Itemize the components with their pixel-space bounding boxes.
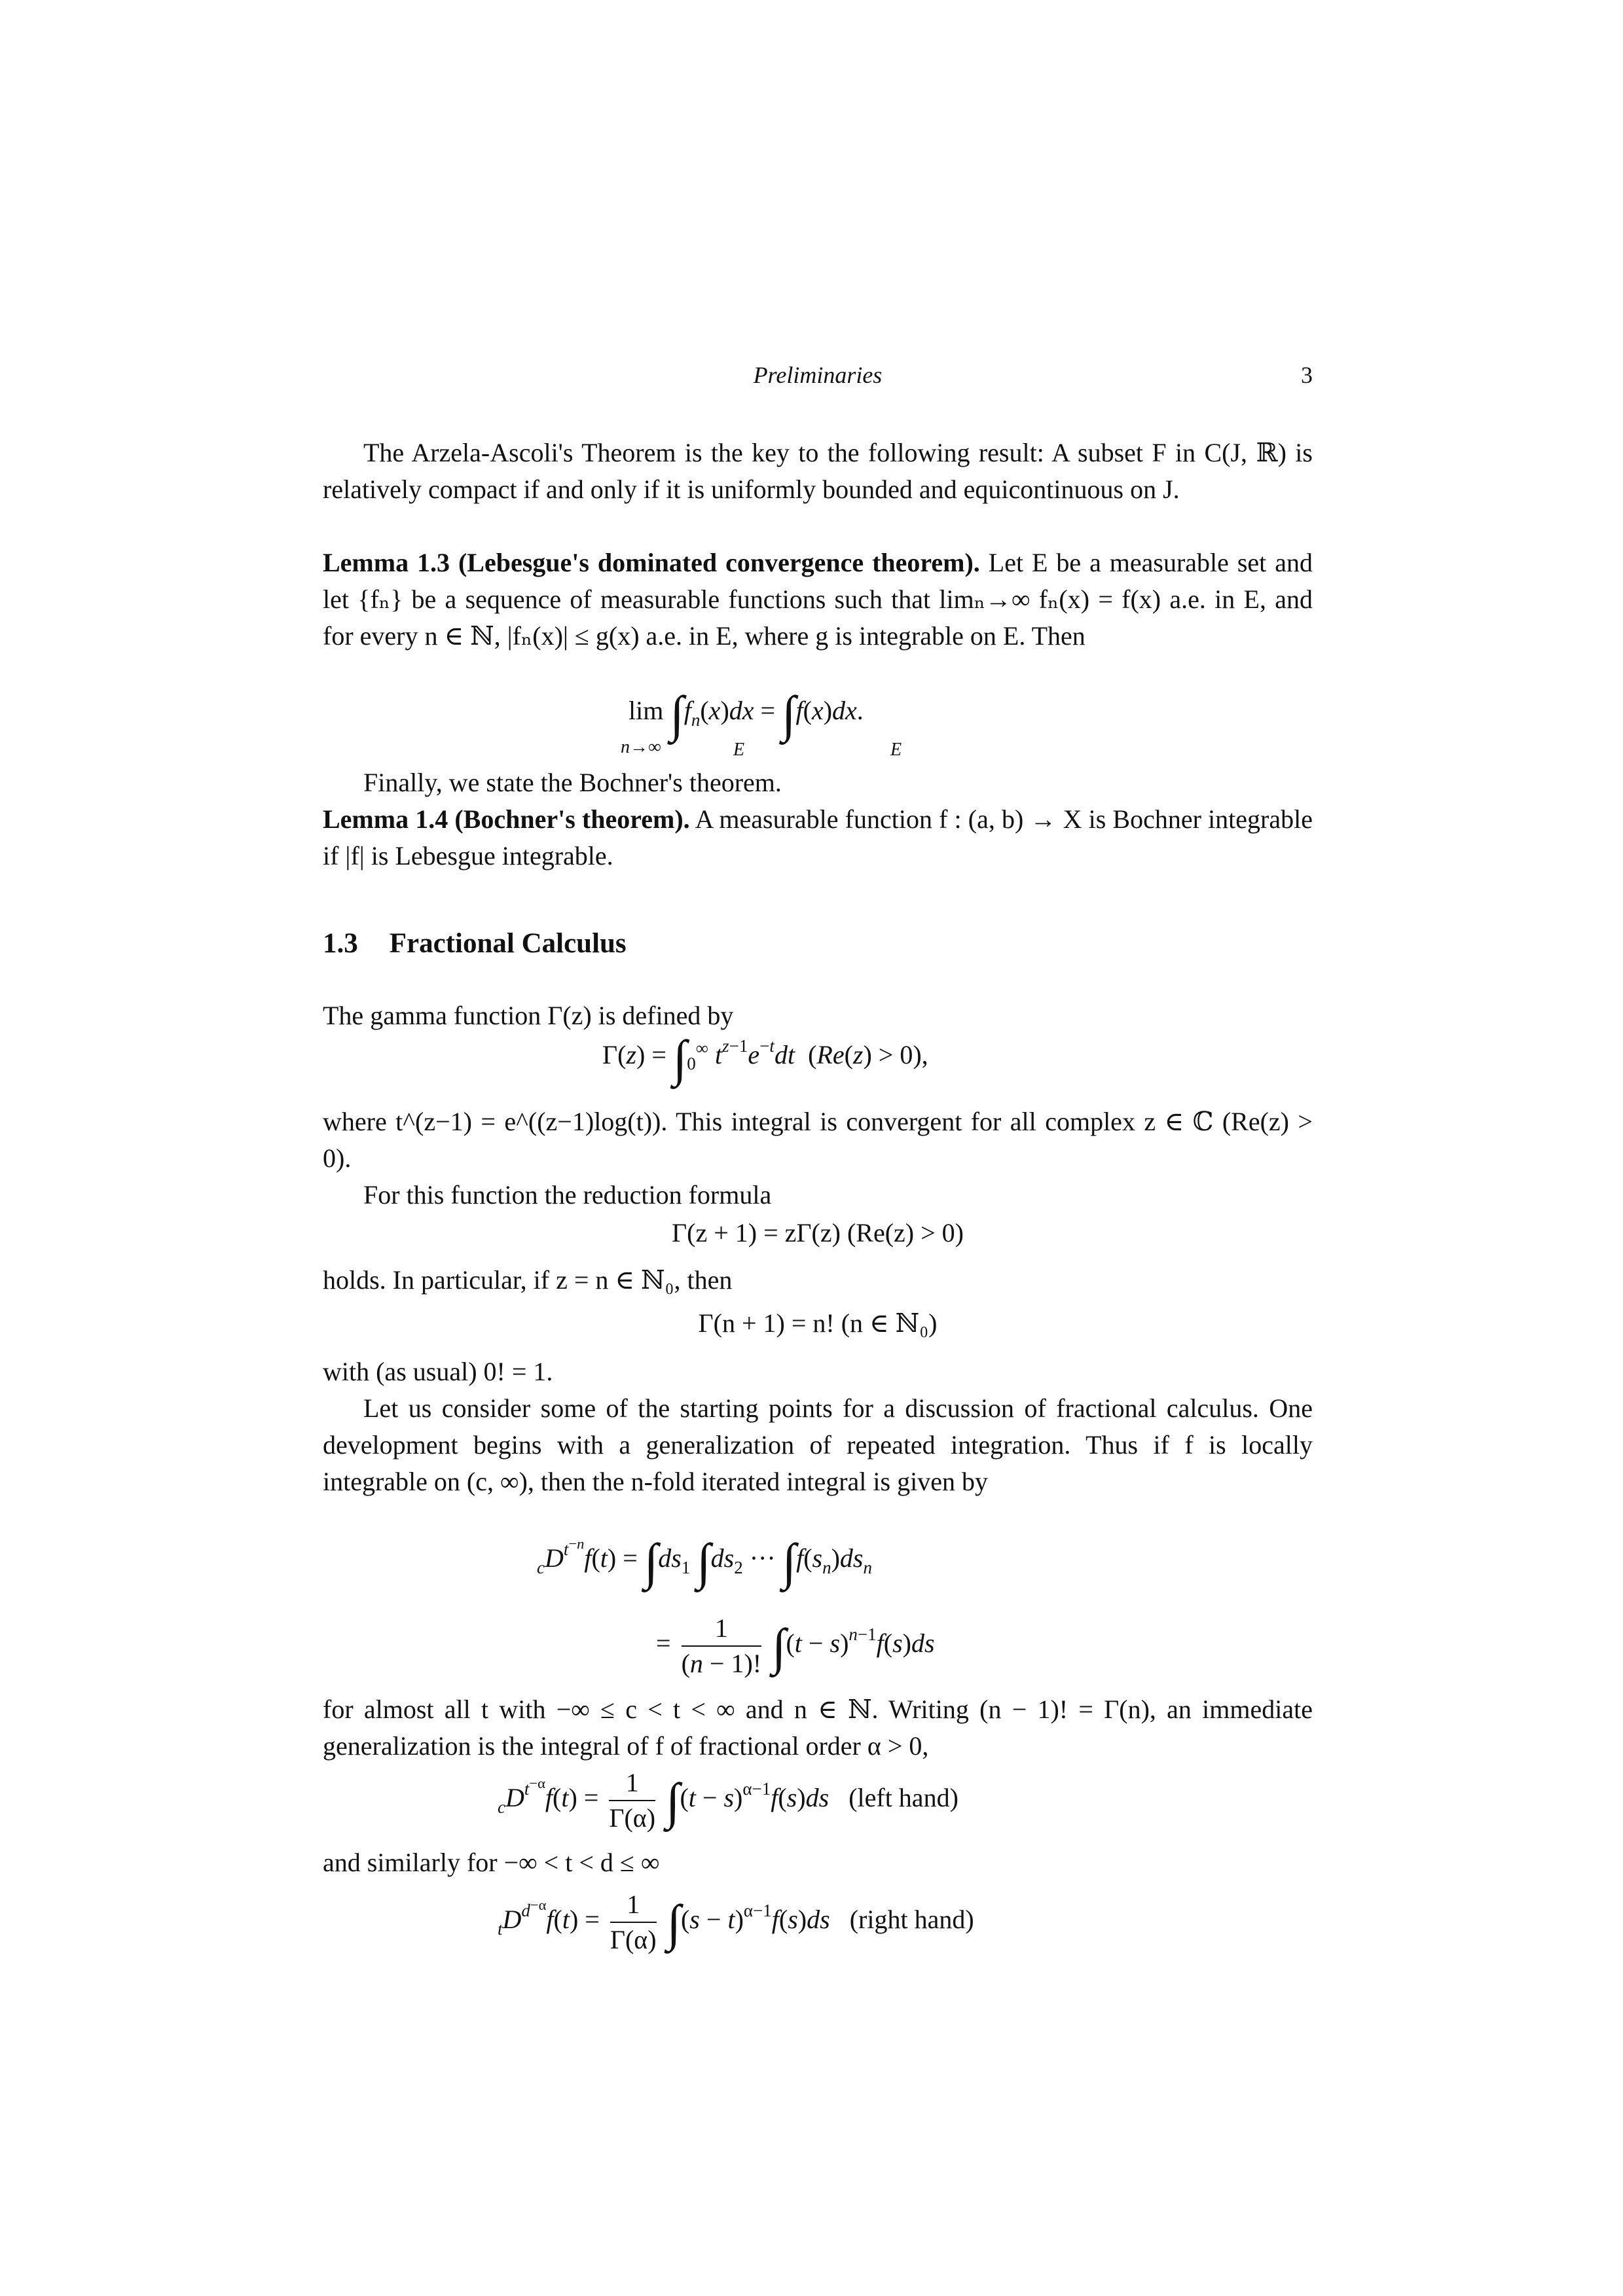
page-number: 3 xyxy=(1301,362,1313,388)
paragraph-usual: with (as usual) 0! = 1. xyxy=(323,1357,553,1386)
paragraph-almost: for almost all t with −∞ ≤ c < t < ∞ and n ∈ ℕ. Writing (n − 1)! = Γ(n), an immediate generalization is the integral of f of fractional order α > 0, xyxy=(323,1695,1313,1761)
equation-lebesgue-domain-1: E xyxy=(733,740,745,760)
paragraph-finally: Finally, we state the Bochner's theorem. xyxy=(363,768,782,797)
lemma-1-3-text: Let E be a measurable set and let {fₙ} be a sequence of measurable functions such that limₙ→∞ fₙ(x) = f(x) a.e. in E, and for every n ∈ ℕ, |fₙ(x)| ≤ g(x) a.e. in E, where g is integrable on E. Then xyxy=(323,548,1313,651)
paragraph-where: where t^(z−1) = e^((z−1)log(t)). This integral is convergent for all complex z ∈ ℂ (Re(z) > 0). xyxy=(323,1107,1313,1173)
equation-left-hand: $_cD^{t^{-\alpha}}f(t)$ = $\frac{1}{\Gamma(\alpha)}$ $\int(t - s)^{\alpha-1}f(s)ds$ (left hand) xyxy=(498,1766,958,1835)
running-header xyxy=(323,361,1313,394)
lemma-1-3-label: Lemma 1.3 (Lebesgue's dominated convergence theorem). xyxy=(323,548,980,577)
section-title: Fractional Calculus xyxy=(389,928,627,959)
equation-lebesgue-limit-sub: n→∞ xyxy=(621,737,661,757)
paragraph-reduction: For this function the reduction formula xyxy=(363,1180,772,1210)
equation-gamma: $\Gamma(z) = \int_0^\infty$ $t^{z-1}e^{-t}dt$ (Re(z) > 0), xyxy=(602,1030,928,1086)
lemma-1-4 xyxy=(323,801,1313,874)
equation-right-hand: $_tD^{d^{-\alpha}}f(t)$ = $\frac{1}{\Gamma(\alpha)}$ $\int(s - t)^{\alpha-1}f(s)ds$ (right hand) xyxy=(498,1888,974,1957)
running-title: Preliminaries xyxy=(753,362,883,388)
equation-nfold-line-2: = $\frac{1}{(n - 1)!}$ $\int(t - s)^{n-1}f(s)ds$ xyxy=(656,1611,935,1681)
paragraph-arzela: The Arzela-Ascoli's Theorem is the key to the following result: A subset F in C(J, ℝ) is relatively compact if and only if it is uniformly bounded and equicontinuous on J. xyxy=(323,438,1313,504)
lemma-1-4-text: A measurable function f : (a, b) → X is Bochner integrable if |f| is Lebesgue integrable. xyxy=(323,804,1313,870)
lemma-1-4-label: Lemma 1.4 (Bochner's theorem). xyxy=(323,804,690,834)
section-number: 1.3 xyxy=(323,928,358,959)
lemma-1-3 xyxy=(323,545,1313,655)
equation-factorial: Γ(n + 1) = n! (n ∈ ℕ₀) xyxy=(698,1308,938,1338)
equation-nfold-line-1: $_cD^{t^{-n}}f(t) = \int ds_1$ $\int ds_2$ ··· $\int f(s_n)ds_n$ xyxy=(537,1533,872,1590)
equation-lebesgue: $\lim \int f_n(x)dx = \int f(x)dx$. xyxy=(629,685,864,742)
paragraph-starting: Let us consider some of the starting points for a discussion of fractional calculus. One development begins with a generalization of repeated integration. Thus if f is locally integrable on (c, ∞), then the n-fold iterated integral is given by xyxy=(323,1393,1313,1496)
section-heading xyxy=(323,927,627,960)
equation-lebesgue-domain-2: E xyxy=(890,740,902,760)
paragraph-similarly: and similarly for −∞ < t < d ≤ ∞ xyxy=(323,1848,660,1877)
equation-reduction: Γ(z + 1) = zΓ(z) (Re(z) > 0) xyxy=(672,1218,964,1247)
paragraph-gamma: The gamma function Γ(z) is defined by xyxy=(323,1001,734,1030)
paragraph-holds: holds. In particular, if z = n ∈ ℕ₀, then xyxy=(323,1265,733,1295)
